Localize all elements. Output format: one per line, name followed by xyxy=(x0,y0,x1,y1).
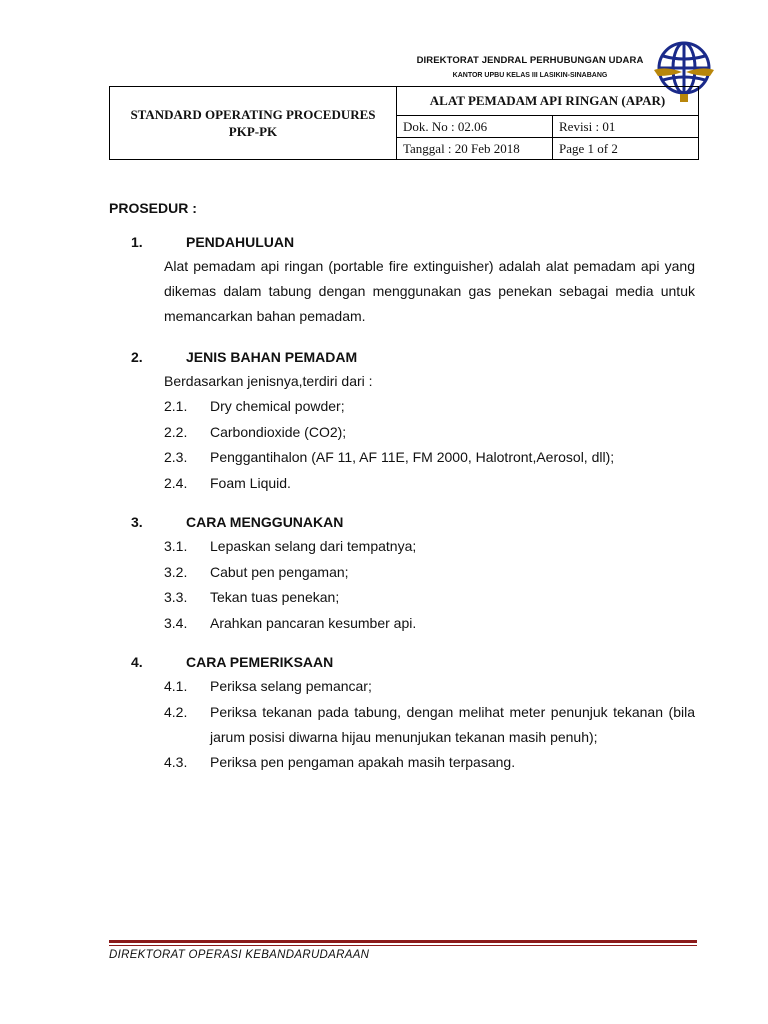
doc-number: Dok. No : 02.06 xyxy=(397,116,553,138)
section-extinguisher-types xyxy=(109,345,695,496)
sop-title-cell xyxy=(110,87,397,160)
list-item: 2.4. Foam Liquid. xyxy=(164,474,291,491)
list-item: 3.4. Arahkan pancaran kesumber api. xyxy=(164,614,417,631)
section-intro: Berdasarkan jenisnya,terdiri dari : xyxy=(164,373,373,389)
section-number: 1. xyxy=(131,234,143,250)
issue-date: Tanggal : 20 Feb 2018 xyxy=(397,138,553,160)
section-introduction xyxy=(109,230,695,329)
section-title: PENDAHULUAN xyxy=(186,234,295,250)
office-name: KANTOR UPBU KELAS III LASIKIN-SINABANG xyxy=(452,72,608,79)
footer-text: DIREKTORAT OPERASI KEBANDARUDARAAN xyxy=(109,949,370,961)
section-number: 2. xyxy=(131,349,143,365)
subject-title: ALAT PEMADAM API RINGAN (APAR) xyxy=(397,87,699,116)
procedure-content xyxy=(109,200,695,775)
list-item: 3.2. Cabut pen pengaman; xyxy=(164,563,349,580)
section-number: 4. xyxy=(131,654,143,670)
list-item: 2.2. Carbondioxide (CO2); xyxy=(164,423,347,440)
list-item: 3.3. Tekan tuas penekan; xyxy=(164,589,340,605)
sop-unit: PKP-PK xyxy=(228,124,278,139)
list-item: 4.3. Periksa pen pengaman apakah masih terpasang. xyxy=(164,753,516,770)
list-item: 3.1. Lepaskan selang dari tempatnya; xyxy=(164,538,417,554)
document-info-table xyxy=(109,86,699,160)
section-usage xyxy=(109,510,695,636)
sop-title: STANDARD OPERATING PROCEDURES xyxy=(130,107,376,122)
list-item: 2.1. Dry chemical powder; xyxy=(164,398,345,414)
footer-divider xyxy=(109,940,697,943)
section-title: CARA MENGGUNAKAN xyxy=(186,514,344,530)
list-item: 4.1. Periksa selang pemancar; xyxy=(164,678,372,694)
section-paragraph: Alat pemadam api ringan (portable fire extinguisher) adalah alat pemadam api yang dikemas dalam tabung dengan menggunakan gas penekan sebagai media untuk memancarkan bahan pemadam. xyxy=(164,258,695,324)
page-number: Page 1 of 2 xyxy=(553,138,699,160)
list-item: 4.2. Periksa tekanan pada tabung, dengan melihat meter penunjuk tekanan (bila jarum posisi diwarna hijau menunjukan tekanan masih penuh); xyxy=(164,703,695,745)
revision-number: Revisi : 01 xyxy=(553,116,699,138)
footer-divider-thin xyxy=(109,945,697,946)
list-item: 2.3. Penggantihalon (AF 11, AF 11E, FM 2000, Halotront,Aerosol, dll); xyxy=(164,449,615,465)
org-name: DIREKTORAT JENDRAL PERHUBUNGAN UDARA xyxy=(416,55,644,66)
section-title: CARA PEMERIKSAAN xyxy=(186,654,334,670)
section-inspection xyxy=(109,650,695,775)
org-header xyxy=(400,55,660,79)
section-title: JENIS BAHAN PEMADAM xyxy=(186,349,358,365)
section-number: 3. xyxy=(131,514,143,530)
procedure-heading: PROSEDUR : xyxy=(109,200,197,216)
